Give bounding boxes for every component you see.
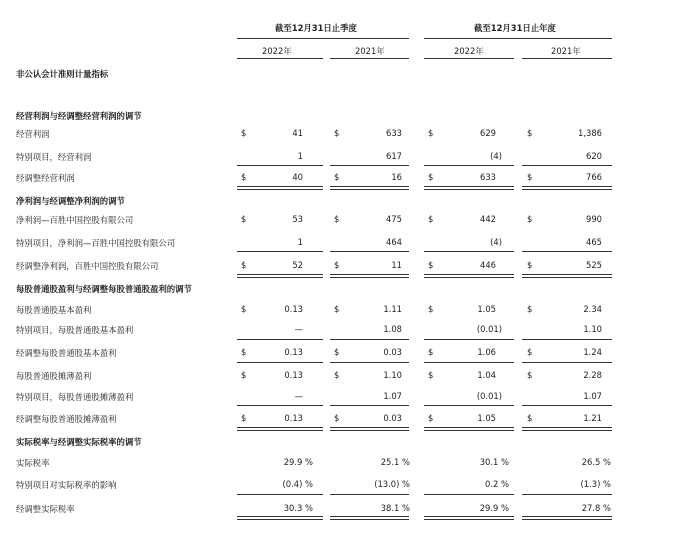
cell: 2.34: [583, 304, 602, 314]
col-header-q-2022: 2022年: [262, 46, 292, 56]
cell: 617: [386, 151, 402, 161]
main-title: 非公认会计准则计量指标: [16, 69, 109, 79]
year-header: 截至12月31日止年度: [474, 23, 556, 33]
currency-sign: $: [428, 304, 434, 314]
col-header-q-2021: 2021年: [355, 46, 385, 56]
currency-sign: $: [527, 214, 533, 224]
total-rule: [522, 427, 612, 431]
row-rule: [522, 405, 612, 406]
cell: 53: [292, 214, 303, 224]
section-title: 每股普通股盈利与经调整每股普通股盈利的调节: [16, 284, 192, 294]
cell: 1.08: [383, 324, 402, 334]
currency-sign: $: [241, 214, 247, 224]
row-rule: [237, 251, 323, 252]
currency-sign: $: [334, 172, 340, 182]
cell: 16: [391, 172, 402, 182]
cell: 1.11: [383, 304, 402, 314]
row-label: 每股普通股摊薄盈利: [16, 371, 92, 381]
row-rule: [237, 362, 323, 363]
currency-sign: $: [334, 214, 340, 224]
row-rule: [424, 405, 514, 406]
cell: 1.24: [583, 347, 602, 357]
row-rule: [424, 494, 514, 495]
cell: —: [294, 324, 303, 334]
cell: 1.21: [583, 413, 602, 423]
cell: 990: [586, 214, 602, 224]
total-rule: [424, 516, 514, 520]
row-rule: [330, 405, 409, 406]
section-title: 经营利润与经调整经营利润的调节: [16, 111, 142, 121]
total-rule: [237, 186, 323, 190]
row-label: 经调整实际税率: [16, 504, 75, 514]
cell: 446: [480, 260, 496, 270]
cell: (4): [490, 151, 502, 161]
row-rule: [330, 362, 409, 363]
col-rule-3: [424, 58, 514, 59]
currency-sign: $: [334, 347, 340, 357]
cell: 1.06: [477, 347, 496, 357]
cell: 525: [586, 260, 602, 270]
row-label: 特别项目，经营利润: [16, 152, 92, 162]
currency-sign: $: [241, 128, 247, 138]
currency-sign: $: [241, 304, 247, 314]
cell: 620: [586, 151, 602, 161]
row-label: 经调整经营利润: [16, 173, 75, 183]
currency-sign: $: [428, 172, 434, 182]
currency-sign: $: [241, 172, 247, 182]
col-header-y-2021: 2021年: [551, 46, 581, 56]
row-label: 经调整净利润，百胜中国控股有限公司: [16, 261, 159, 271]
currency-sign: $: [527, 260, 533, 270]
currency-sign: $: [241, 413, 247, 423]
row-rule: [522, 362, 612, 363]
cell: 1.10: [583, 324, 602, 334]
cell: 29.9 %: [479, 503, 509, 513]
row-label: 净利润—百胜中国控股有限公司: [16, 215, 134, 225]
cell: (0.01): [476, 391, 502, 401]
row-label: 特别项目，每股普通股基本盈利: [16, 325, 134, 335]
cell: 629: [480, 128, 496, 138]
cell: 26.5 %: [581, 457, 611, 467]
cell: 41: [292, 128, 303, 138]
currency-sign: $: [527, 347, 533, 357]
cell: 633: [386, 128, 402, 138]
cell: 25.1 %: [380, 457, 410, 467]
col-rule-4: [522, 58, 612, 59]
currency-sign: $: [527, 304, 533, 314]
total-rule: [424, 186, 514, 190]
col-rule-2: [330, 58, 409, 59]
row-rule: [237, 339, 323, 340]
row-label: 经调整每股普通股基本盈利: [16, 348, 117, 358]
cell: 30.3 %: [283, 503, 313, 513]
currency-sign: $: [334, 304, 340, 314]
cell: —: [294, 391, 303, 401]
row-rule: [330, 251, 409, 252]
row-rule: [330, 339, 409, 340]
cell: 1.07: [383, 391, 402, 401]
row-rule: [237, 165, 323, 166]
cell: 52: [292, 260, 303, 270]
cell: 766: [586, 172, 602, 182]
cell: 27.8 %: [581, 503, 611, 513]
cell: 0.2 %: [485, 479, 509, 489]
row-rule: [424, 362, 514, 363]
cell: (13.0) %: [374, 479, 410, 489]
cell: 2.28: [583, 370, 602, 380]
row-label: 特别项目，净利润—百胜中国控股有限公司: [16, 238, 176, 248]
currency-sign: $: [334, 413, 340, 423]
row-rule: [522, 494, 612, 495]
total-rule: [330, 186, 409, 190]
row-rule: [522, 165, 612, 166]
currency-sign: $: [428, 347, 434, 357]
cell: 1: [297, 237, 303, 247]
total-rule: [424, 427, 514, 431]
quarter-header: 截至12月31日止季度: [275, 23, 357, 33]
row-rule: [424, 165, 514, 166]
cell: 40: [292, 172, 303, 182]
total-rule: [424, 274, 514, 278]
row-rule: [424, 251, 514, 252]
total-rule: [330, 274, 409, 278]
currency-sign: $: [334, 128, 340, 138]
currency-sign: $: [428, 214, 434, 224]
currency-sign: $: [428, 128, 434, 138]
currency-sign: $: [241, 347, 247, 357]
row-rule: [424, 339, 514, 340]
currency-sign: $: [334, 260, 340, 270]
quarter-header-rule: [237, 38, 409, 39]
cell: 475: [386, 214, 402, 224]
total-rule: [237, 427, 323, 431]
cell: 1.05: [477, 304, 496, 314]
currency-sign: $: [241, 260, 247, 270]
cell: 1.07: [583, 391, 602, 401]
cell: 0.13: [284, 370, 303, 380]
currency-sign: $: [527, 128, 533, 138]
col-header-y-2022: 2022年: [454, 46, 484, 56]
cell: 464: [386, 237, 402, 247]
year-header-rule: [424, 38, 612, 39]
total-rule: [522, 516, 612, 520]
cell: (4): [490, 237, 502, 247]
cell: 1: [297, 151, 303, 161]
row-rule: [330, 494, 409, 495]
total-rule: [330, 516, 409, 520]
row-label: 经调整每股普通股摊薄盈利: [16, 414, 117, 424]
row-rule: [522, 339, 612, 340]
row-label: 经营利润: [16, 129, 50, 139]
row-rule: [237, 494, 323, 495]
row-rule: [237, 405, 323, 406]
currency-sign: $: [241, 370, 247, 380]
cell: 30.1 %: [479, 457, 509, 467]
cell: 0.13: [284, 347, 303, 357]
total-rule: [237, 274, 323, 278]
row-label: 每股普通股基本盈利: [16, 305, 92, 315]
cell: 465: [586, 237, 602, 247]
section-title: 净利润与经调整净利润的调节: [16, 196, 125, 206]
cell: 29.9 %: [283, 457, 313, 467]
currency-sign: $: [428, 260, 434, 270]
cell: (0.01): [476, 324, 502, 334]
total-rule: [330, 427, 409, 431]
total-rule: [522, 274, 612, 278]
currency-sign: $: [428, 413, 434, 423]
row-rule: [522, 251, 612, 252]
col-rule-1: [237, 58, 323, 59]
currency-sign: $: [334, 370, 340, 380]
currency-sign: $: [527, 413, 533, 423]
row-label: 特别项目，每股普通股摊薄盈利: [16, 392, 134, 402]
cell: (1.3) %: [580, 479, 611, 489]
cell: 1.04: [477, 370, 496, 380]
row-rule: [330, 165, 409, 166]
cell: 1.05: [477, 413, 496, 423]
currency-sign: $: [428, 370, 434, 380]
cell: (0.4) %: [282, 479, 313, 489]
currency-sign: $: [527, 370, 533, 380]
cell: 442: [480, 214, 496, 224]
cell: 1.10: [383, 370, 402, 380]
cell: 0.03: [383, 413, 402, 423]
section-title: 实际税率与经调整实际税率的调节: [16, 437, 142, 447]
cell: 38.1 %: [380, 503, 410, 513]
total-rule: [237, 516, 323, 520]
cell: 0.13: [284, 304, 303, 314]
cell: 633: [480, 172, 496, 182]
total-rule: [522, 186, 612, 190]
cell: 0.13: [284, 413, 303, 423]
cell: 0.03: [383, 347, 402, 357]
cell: 11: [391, 260, 402, 270]
row-label: 特别项目对实际税率的影响: [16, 480, 117, 490]
currency-sign: $: [527, 172, 533, 182]
cell: 1,386: [578, 128, 602, 138]
row-label: 实际税率: [16, 458, 50, 468]
